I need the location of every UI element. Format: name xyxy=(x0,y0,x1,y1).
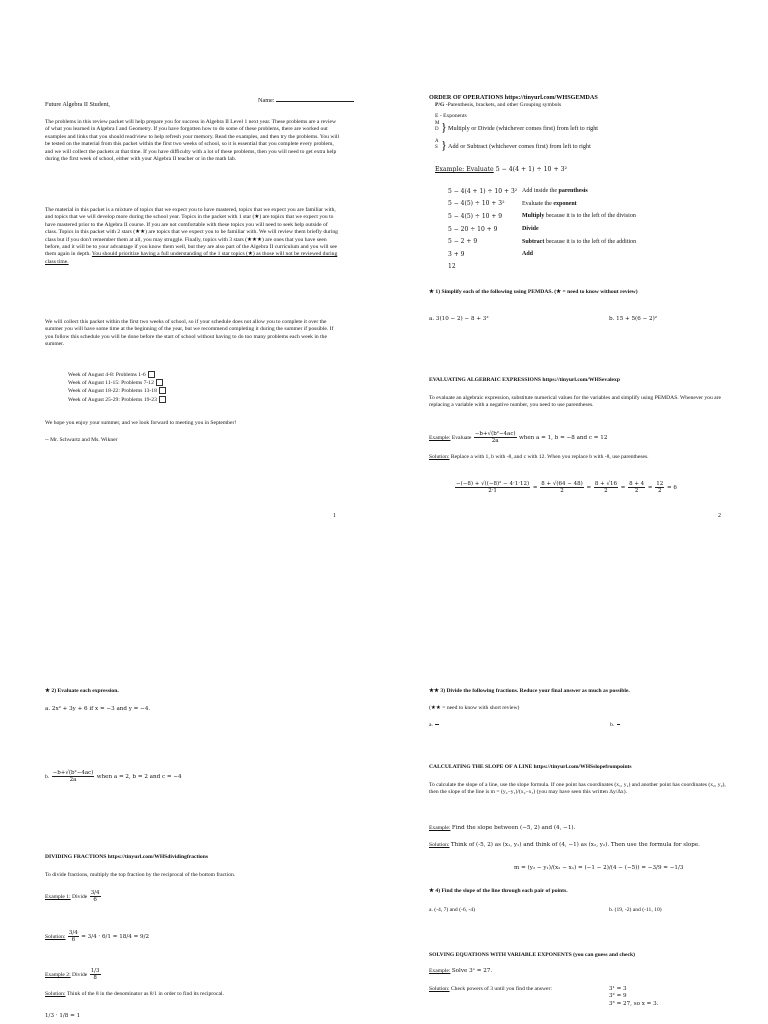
pemdas-as-letters: A S xyxy=(435,139,439,150)
pemdas-md-letters: M D xyxy=(435,121,440,132)
evaluating-work: $\frac{\text{−(−8) + √((−8)² − 4·1·12)}}{2\cdot 1}$ = $\frac{8 + √(64 - 48)}{2}$ = $\frac{8 + √16}{2}$ = $\frac{8 + 4}{2}$ = $\frac{12}{2}$ = 6 xyxy=(456,481,677,494)
question-4a: a. (-4, 7) and (-6, -4) xyxy=(429,907,475,913)
section-title-pemdas: ORDER OF OPERATIONS https://tinyurl.com/WHSGEMDAS xyxy=(429,94,598,101)
evaluating-example: Example: Evaluate $\frac{\text{−b+√(b²−4ac)}}{2a}$ when a = 1, b = −8 and c = 12 xyxy=(429,431,608,444)
question-3-note: (★★ = need to know with short review) xyxy=(429,705,520,711)
dividing-solution-2: Solution: Think of the 8 in the denominator as 8/1 in order to find its reciprocal. xyxy=(45,991,224,997)
page-number: 2 xyxy=(718,513,721,519)
question-4b: b. (19, -2) and (-11, 10) xyxy=(609,907,662,913)
evaluating-paragraph: To evaluate an algebraic expression, substitute numerical values for the variables and simplify using PEMDAS. Whenever you are replacing a variable with a negative number, you need to use parentheses. xyxy=(429,395,722,409)
step-row: 3 + 9 Add xyxy=(448,250,534,258)
fraction-blank xyxy=(617,718,621,731)
exponents-checks: 3¹ = 3 3² = 9 3³ = 27, so x = 3. xyxy=(609,986,659,1007)
slope-paragraph: To calculate the slope of a line, use the slope formula. If one point has coordinates (x₁, y₁) and another point has coordinates (x₂, y₂), then the slope of the line is m = (y₂−y₁)/(x₂−x₁) (you may have seen this written Δy/Δx). xyxy=(429,782,726,796)
salutation: Future Algebra II Student, xyxy=(45,101,110,108)
pemdas-example: Example: Evaluate 5 − 4(4 + 1) ÷ 10 + 3² xyxy=(435,166,568,173)
question-1a: a. 3(10 − 2) − 8 + 3² xyxy=(429,316,489,322)
step-list xyxy=(448,185,748,273)
signature: -- Mr. Schwartz and Ms. Wikner xyxy=(45,437,118,443)
pemdas-as: Add or Subtract (whichever comes first) from left to right xyxy=(448,143,591,150)
question-3-title: ★★ 3) Divide the following fractions. Reduce your final answer as much as possible. xyxy=(429,688,630,694)
week-item: Week of August 11-15: Problems 7-12 xyxy=(68,379,328,387)
brace: } xyxy=(441,138,447,152)
dividing-example-2: Example 2: Divide $\frac{1/3}{8}$ xyxy=(45,968,100,981)
slope-work: m = (y₂ − y₁)/(x₂ − x₁) = (−1 − 2)/(4 − (−5)) = −3/9 = −1/3 xyxy=(514,865,684,871)
page-2 xyxy=(384,0,768,519)
dividing-work-2: 1/3 · 1/8 = 1 xyxy=(45,1013,81,1019)
week-list xyxy=(68,371,328,404)
brace: } xyxy=(441,120,447,134)
checkbox[interactable] xyxy=(159,396,166,403)
closing: We hope you enjoy your summer, and we look forward to meeting you in September! xyxy=(45,420,237,426)
dividing-example-1: Example 1: Divide $\frac{3/4}{6}$ xyxy=(45,890,100,903)
slope-example: Example: Find the slope between (−5, 2) and (4, −1). xyxy=(429,825,576,831)
exponents-solution: Solution: Check powers of 3 until you find the answer: xyxy=(429,986,552,992)
schedule-paragraph: We will collect this packet within the first two weeks of school, so if your schedule does not allow you to complete it over the summer you will have some time at the beginning of the year, but we recommend completing it during the summer if possible. If you follow this schedule you will be done before the start of school without having to do too many problems each week in the summer. xyxy=(45,319,334,348)
pemdas-pg: P/G -Parenthesis, brackets, and other Grouping symbols xyxy=(435,102,562,108)
week-item: Week of August 25-29: Problems 19-23 xyxy=(68,396,328,404)
page-4 xyxy=(384,512,768,1024)
step-row: 5 − 4(5) ÷ 10 + 3² Evaluate the exponent xyxy=(448,200,577,208)
checkbox[interactable] xyxy=(148,371,155,378)
step-row: 5 − 20 ÷ 10 + 9 Divide xyxy=(448,225,539,233)
checkbox[interactable] xyxy=(156,379,163,386)
stars-paragraph: The material in this packet is a mixture of topics that we expect you to have mastered, topics that we expect you are familiar with, and topics that we will develop more during the school year. Topics in the packet with 1 star (★) are topics that we expect you to have mastered prior to the Algebra II course. If you are not comfortable with these topics you will need to seek help outside of class. Topics in this packet with 2 stars (★★) are topics that we expect you to be familiar with. We will review them briefly during class but if you don't remember them at all, you may struggle. Finally, topics with 3 stars (★★★) are ones that you have seen before, and it will be to your advantage if you know them well, but they are also part of the Algebra II curriculum and you will see them again in depth. You should prioritize having a full understanding of the 1 star topics (★) as those will not be reviewed during class time. xyxy=(45,207,338,265)
pemdas-md: Multiply or Divide (whichever comes first) from left to right xyxy=(448,125,599,132)
name-field[interactable]: Name: xyxy=(258,95,354,105)
week-item: Week of August 4-8: Problems 1-6 xyxy=(68,371,328,379)
question-1-title: ★ 1) Simplify each of the following using PEMDAS. (★ = need to know without review) xyxy=(429,289,638,295)
fraction-blank xyxy=(435,718,439,731)
section-title-slope: CALCULATING THE SLOPE OF A LINE https://tinyurl.com/WHSslopefrompoints xyxy=(429,764,632,770)
evaluating-solution: Solution: Replace a with 1, b with -8, and c with 12. When you replace b with -8, use parentheses. xyxy=(429,454,649,460)
priority-note: You should prioritize having a full understanding of the 1 star topics (★) as those will not be reviewed during class time. xyxy=(45,251,338,265)
step-row: 5 − 2 + 9 Subtract because it is to the left of the addition xyxy=(448,238,637,246)
section-title-evaluating: EVALUATING ALGEBRAIC EXPRESSIONS https://tinyurl.com/WHSevalexp xyxy=(429,377,620,383)
question-3a: a. xyxy=(429,718,440,731)
section-title-exponents: SOLVING EQUATIONS WITH VARIABLE EXPONENTS (you can guess and check) xyxy=(429,952,635,958)
page-1 xyxy=(0,0,384,519)
intro-paragraph: The problems in this review packet will help prepare you for success in Algebra II Level 1 next year. These problems are a review of what you learned in Algebra I and Geometry. If you have forgotten how to do some of these problems, there are worked out examples and links that you should read/view to help refresh your memory. Read the examples, and then try the problems. You will be tested on the material from this packet within the first two weeks of school, so it is essential that you complete every problem, and we will collect the packets at that time. If you have difficulty with a lot of these problems, then you will need to get extra help during the first week of school, either with your Algebra II teacher or in the math lab. xyxy=(45,119,340,163)
checkbox[interactable] xyxy=(159,387,166,394)
step-row: 5 − 4(4 + 1) ÷ 10 + 3² Add inside the parenthesis xyxy=(448,187,588,195)
question-1b: b. 15 + 5(6 − 2)² xyxy=(609,316,658,322)
section-title-dividing: DIVIDING FRACTIONS https://tinyurl.com/WHSdividingfractions xyxy=(45,854,209,860)
question-3b: b. xyxy=(610,718,621,731)
step-row: 12 xyxy=(448,263,456,271)
week-item: Week of August 18-22: Problems 13-18 xyxy=(68,387,328,395)
pemdas-e: E - Exponents xyxy=(435,113,467,119)
question-2-title: ★ 2) Evaluate each expression. xyxy=(45,688,119,694)
question-4-title: ★ 4) Find the slope of the line through each pair of points. xyxy=(429,888,568,894)
page-3 xyxy=(0,512,384,1024)
dividing-solution-1: Solution: $\frac{3/4}{6}$ = 3/4 · 6/1 = 18/4 = 9/2 xyxy=(45,930,150,943)
question-2b: b. $\frac{\text{−b+√(b²−4ac)}}{2a}$ when a = 2, b = 2 and c = −4 xyxy=(45,770,182,783)
slope-solution: Solution: Think of (-5, 2) as (x₁, y₁) and think of (4, −1) as (x₂, y₂). Then use the formula for slope. xyxy=(429,842,700,848)
exponents-example: Example: Solve 3ˣ = 27. xyxy=(429,968,493,974)
step-row: 5 − 4(5) ÷ 10 + 9 Multiply because it is to the left of the division xyxy=(448,212,636,220)
question-2a: a. 2x² + 3y + 6 if x = −3 and y = −4. xyxy=(45,706,151,712)
page-number: 1 xyxy=(333,513,336,519)
dividing-paragraph: To divide fractions, multiply the top fraction by the reciprocal of the bottom fraction. xyxy=(45,872,236,878)
